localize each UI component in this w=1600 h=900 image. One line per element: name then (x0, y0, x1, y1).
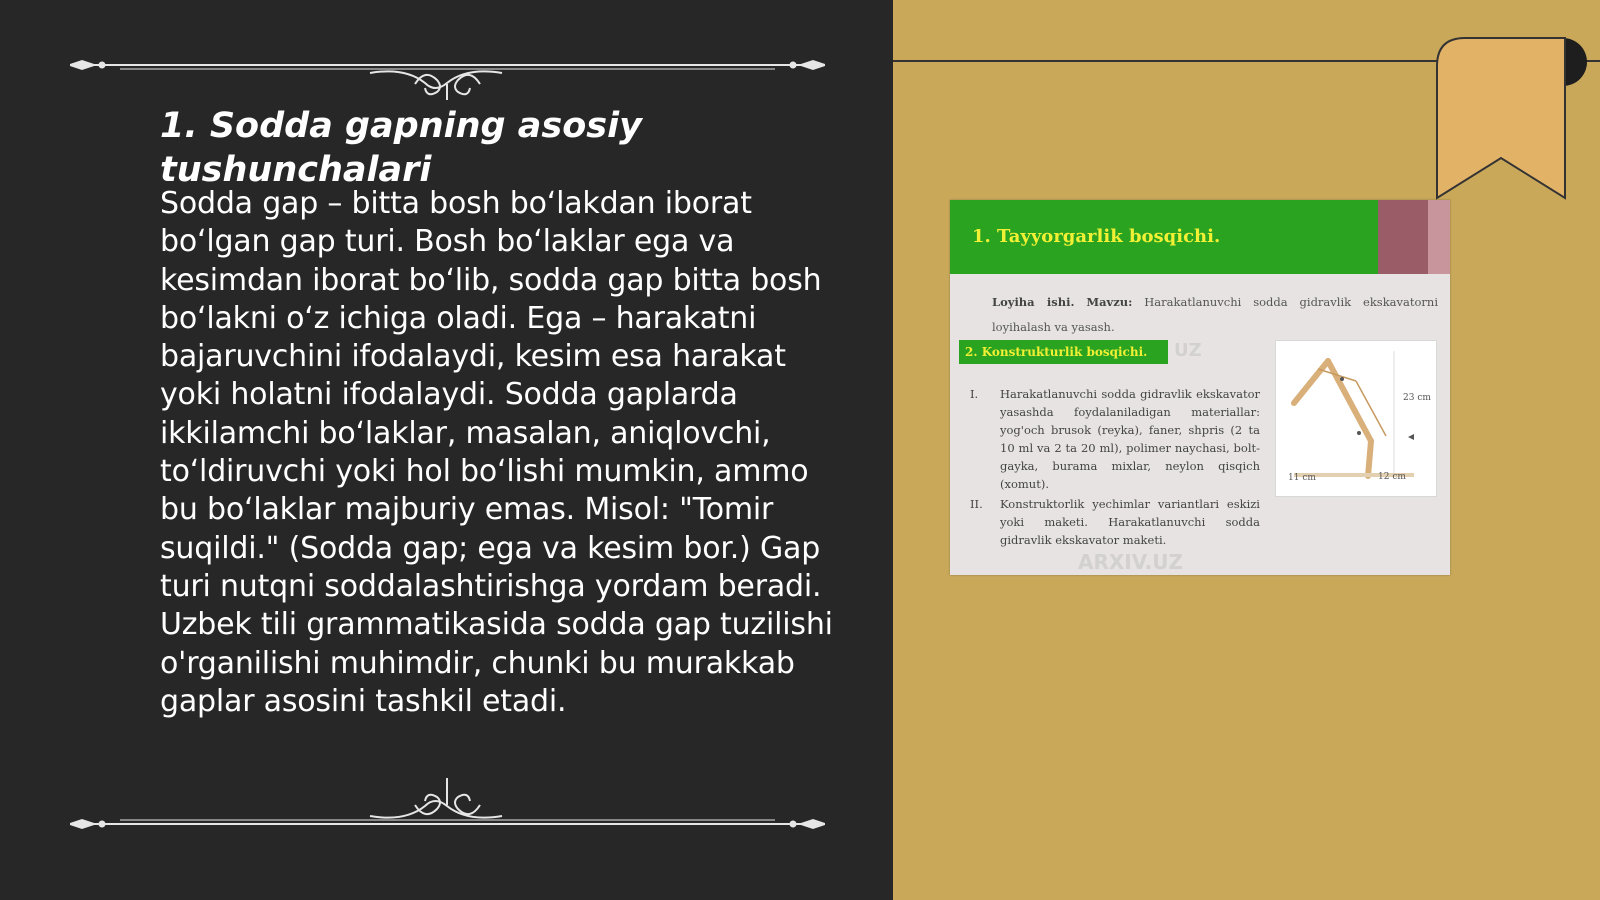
doc-intro-label-project: Loyiha ishi. (992, 295, 1075, 309)
doc-watermark-large: ARXIV.UZ (1078, 550, 1183, 574)
doc-list-item (970, 495, 1260, 549)
doc-header-bar (950, 200, 1378, 274)
doc-list-text: Harakatlanuvchi sodda gidravlik ekskavator yasashda foydalaniladigan materiallar: yog'och brusok (reyka), faner, shpris (2 ta 10 ml va 2 ta 20 ml), polimer naychasi, bolt-gayka, burama mixlar, neylon qisqich (xomut). (1000, 387, 1260, 491)
doc-list (970, 385, 1260, 551)
doc-section-bar (959, 340, 1168, 364)
slide-title: 1. Sodda gapning asosiy tushunchalari (160, 106, 642, 190)
doc-list-number: II. (970, 497, 983, 511)
doc-header-text: 1. Tayyorgarlik bosqichi. (972, 226, 1221, 247)
figure-dimension-left: 11 cm (1288, 473, 1316, 483)
doc-list-text: Konstruktorlik yechimlar variantlari eskizi yoki maketi. Harakatlanuvchi sodda gidravlik ekskavator maketi. (1000, 497, 1260, 547)
slide-body-text: Sodda gap – bitta bosh boʻlakdan iborat boʻlgan gap turi. Bosh boʻlaklar ega va kesimdan iborat boʻlib, sodda gap bitta bosh boʻlakni oʻz ichiga oladi. Ega – harakatni bajaruvchini ifodalaydi, kesim esa harakat yoki holatni ifodalaydi. Sodda gaplarda ikkilamchi boʻlaklar, masalan, aniqlovchi, toʻldiruvchi yoki hol boʻlishi mumkin, ammo bu boʻlaklar majburiy emas. Misol: "Tomir suqildi." (Sodda gap; ega va kesim bor.) Gap turi nutqni soddalashtirishga yordam beradi. Uzbek tili grammatikasida sodda gap tuzilishi o'rganilishi muhimdir, chunki bu murakkab gaplar asosini tashkil etadi. (160, 186, 833, 719)
doc-intro-paragraph (992, 290, 1438, 340)
doc-header-accent-light (1428, 200, 1450, 274)
doc-list-item (970, 385, 1260, 493)
doc-header-accent (1378, 200, 1428, 274)
doc-intro-label-topic: Mavzu: (1086, 295, 1133, 309)
bottom-ornament (70, 770, 825, 830)
figure-dimension-height: 23 cm (1403, 393, 1431, 403)
doc-intro-text: Harakatlanuvchi sodda gidravlik ekskavatorni loyihalash va yasash. (992, 295, 1438, 334)
bookmark-ribbon-icon (1435, 36, 1600, 200)
doc-watermark-small: UZ (1174, 340, 1202, 361)
doc-list-number: I. (970, 387, 979, 401)
excavator-figure (1275, 340, 1437, 497)
document-screenshot (950, 200, 1450, 575)
top-ornament (70, 40, 825, 100)
doc-section-text: 2. Konstrukturlik bosqichi. (965, 345, 1148, 359)
figure-dimension-right: 12 cm (1378, 472, 1406, 482)
